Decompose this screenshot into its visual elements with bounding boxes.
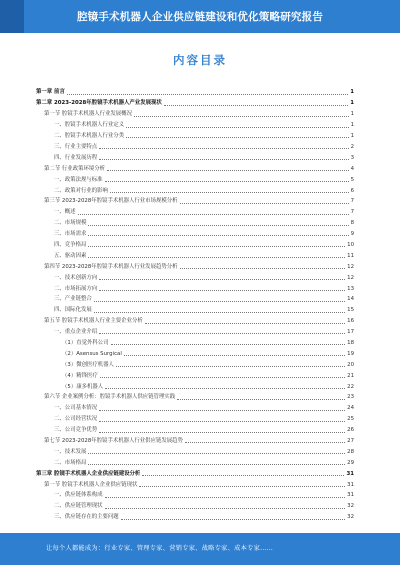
- toc-dot-leader: [110, 192, 349, 193]
- toc-dot-leader: [99, 290, 345, 291]
- toc-entry-label: 二、市场拓展方向: [54, 285, 98, 292]
- toc-dot-leader: [124, 355, 345, 356]
- toc-entry[interactable]: [36, 303, 354, 314]
- toc-entry-label: （5）康多机器人: [62, 383, 104, 390]
- toc-entry-page: 1: [350, 111, 354, 118]
- toc-entry-page: 22: [347, 383, 354, 390]
- toc-dot-leader: [99, 148, 348, 149]
- toc-entry[interactable]: [36, 466, 354, 477]
- footer-slogan: 让每个人都能成为：行业专家、管理专家、营销专家、战略专家、成本专家……: [46, 545, 274, 552]
- toc-entry-label: 第一章 前言: [36, 89, 65, 96]
- toc-entry[interactable]: [36, 379, 354, 390]
- toc-entry-label: 四、国际化发展: [54, 307, 92, 314]
- toc-dot-leader: [99, 333, 345, 334]
- toc-entry-page: 24: [347, 405, 354, 412]
- toc-entry-label: 四、行业发展历程: [54, 154, 98, 161]
- toc-dot-leader: [99, 159, 348, 160]
- toc-entry-label: （3）微创医疗机器人: [62, 361, 114, 368]
- toc-entry-label: 二、市场格局: [54, 459, 87, 466]
- toc-entry-page: 12: [347, 263, 354, 270]
- toc-entry[interactable]: [36, 499, 354, 510]
- toc-entry-label: 一、重点企业介绍: [54, 329, 98, 336]
- toc-entry-label: 二、供应链管理现状: [54, 503, 103, 510]
- toc-dot-leader: [145, 323, 345, 324]
- toc-entry-label: 五、驱动因素: [54, 252, 87, 259]
- toc-entry-page: 16: [347, 318, 354, 325]
- toc-dot-leader: [105, 388, 345, 389]
- toc-entry[interactable]: [36, 368, 354, 379]
- toc-entry-label: 一、技术发展: [54, 448, 87, 455]
- toc-entry[interactable]: [36, 85, 354, 96]
- toc-entry-label: 一、供应链体系构成: [54, 492, 103, 499]
- toc-dot-leader: [142, 475, 344, 476]
- toc-entry-page: 29: [347, 459, 354, 466]
- toc-entry-page: 2: [350, 143, 354, 150]
- toc-entry[interactable]: [36, 423, 354, 434]
- toc-dot-leader: [100, 377, 345, 378]
- toc-dot-leader: [121, 519, 345, 520]
- toc-entry[interactable]: [36, 139, 354, 150]
- toc-dot-leader: [78, 214, 349, 215]
- toc-entry-page: 23: [347, 394, 354, 401]
- toc-dot-leader: [180, 203, 349, 204]
- toc-entry[interactable]: [36, 237, 354, 248]
- toc-entry[interactable]: [36, 248, 354, 259]
- toc-entry-label: （4）精锋医疗: [62, 372, 98, 379]
- toc-dot-leader: [67, 94, 348, 95]
- toc-dot-leader: [99, 421, 345, 422]
- toc-entry-label: 二、腔镜手术机器人行业分类: [54, 133, 125, 140]
- toc-entry-label: 第三节 2023-2028年腔镜手术机器人行业市场规模分析: [44, 198, 178, 205]
- toc-entry-label: 第一节 腔镜手术机器人行业发展概况: [44, 111, 132, 118]
- report-title: 腔镜手术机器人企业供应链建设和优化策略研究报告: [76, 11, 324, 23]
- toc-entry[interactable]: [36, 412, 354, 423]
- toc-entry-label: 一、腔镜手术机器人行业定义: [54, 122, 125, 129]
- toc-entry-label: 四、竞争格局: [54, 241, 87, 248]
- toc-entry-page: 20: [347, 361, 354, 368]
- toc-entry-label: 一、概述: [54, 209, 76, 216]
- toc-entry-page: 27: [347, 437, 354, 444]
- toc-entry-label: 第四节 2023-2028年腔镜手术机器人行业发展趋势分析: [44, 263, 178, 270]
- toc-entry-page: 31: [347, 481, 354, 488]
- toc-entry[interactable]: [36, 325, 354, 336]
- toc-dot-leader: [99, 279, 345, 280]
- toc-entry-page: 28: [347, 448, 354, 455]
- toc-entry[interactable]: [36, 129, 354, 140]
- toc-dot-leader: [111, 344, 346, 345]
- toc-entry-page: 4: [350, 165, 354, 172]
- toc-entry[interactable]: [36, 107, 354, 118]
- toc-entry-label: 三、产业链整合: [54, 296, 92, 303]
- toc-entry[interactable]: [36, 510, 354, 521]
- toc-entry-page: 5: [350, 176, 354, 183]
- toc-entry[interactable]: [36, 444, 354, 455]
- toc-entry-page: 15: [347, 307, 354, 314]
- toc-entry-label: 第七节 2023-2028年腔镜手术机器人行业供应链发展趋势: [44, 437, 183, 444]
- toc-entry[interactable]: [36, 281, 354, 292]
- toc-entry-label: 第六节 企业案例分析：腔镜手术机器人供应链管理实践: [44, 394, 176, 401]
- toc-entry-page: 7: [350, 198, 354, 205]
- toc-entry-page: 32: [347, 503, 354, 510]
- toc-entry-label: 一、政策法规与标准: [54, 176, 103, 183]
- toc-dot-leader: [105, 181, 349, 182]
- toc-entry-label: （1）直觉外科公司: [62, 339, 109, 346]
- toc-entry-page: 1: [350, 122, 354, 129]
- toc-dot-leader: [116, 366, 345, 367]
- toc-entry[interactable]: [36, 172, 354, 183]
- toc-entry-page: 31: [346, 470, 354, 477]
- toc-entry-page: 14: [347, 296, 354, 303]
- toc-entry-page: 32: [347, 514, 354, 521]
- toc-dot-leader: [177, 399, 345, 400]
- toc-entry[interactable]: [36, 205, 354, 216]
- toc-entry[interactable]: [36, 96, 354, 107]
- toc-entry-label: 第五节 腔镜手术机器人行业主要企业分析: [44, 318, 143, 325]
- toc-entry-page: 18: [347, 339, 354, 346]
- toc-entry[interactable]: [36, 194, 354, 205]
- toc-dot-leader: [105, 508, 346, 509]
- toc-entry-page: 19: [347, 350, 354, 357]
- toc-entry-label: 第三章 腔镜手术机器人企业供应链建设分析: [36, 470, 141, 477]
- toc-entry[interactable]: [36, 314, 354, 325]
- toc-entry-page: 11: [347, 252, 354, 259]
- toc-dot-leader: [88, 453, 345, 454]
- toc-entry-page: 25: [347, 416, 354, 423]
- toc-entry-label: 第二章 2023-2028年腔镜手术机器人产业发展现状: [36, 100, 162, 107]
- toc-entry-page: 8: [350, 220, 354, 227]
- toc-dot-leader: [88, 246, 345, 247]
- toc-entry-page: 1: [350, 89, 354, 96]
- toc-entry-page: 6: [350, 187, 354, 194]
- toc-dot-leader: [134, 116, 349, 117]
- toc-dot-leader: [94, 301, 345, 302]
- toc-title: 内容目录: [173, 53, 227, 67]
- toc-dot-leader: [180, 268, 346, 269]
- toc-entry-page: 1: [350, 133, 354, 140]
- toc-entry-label: 三、公司竞争优势: [54, 427, 98, 434]
- toc-entry-page: 3: [350, 154, 354, 161]
- toc-entry[interactable]: [36, 183, 354, 194]
- toc-dot-leader: [107, 170, 349, 171]
- toc-entry-page: 31: [347, 492, 354, 499]
- toc-entry[interactable]: [36, 477, 354, 488]
- toc-dot-leader: [99, 410, 345, 411]
- toc-entry[interactable]: [36, 390, 354, 401]
- toc-entry-page: 13: [347, 285, 354, 292]
- toc-entry-label: 二、政策对行业的影响: [54, 187, 108, 194]
- toc-entry-label: 第一节 腔镜手术机器人企业供应链现状: [44, 481, 138, 488]
- toc-entry[interactable]: [36, 346, 354, 357]
- header-accent: [0, 0, 24, 33]
- toc-entry[interactable]: [36, 227, 354, 238]
- toc-entry[interactable]: [36, 216, 354, 227]
- toc-dot-leader: [139, 486, 345, 487]
- toc-dot-leader: [88, 464, 345, 465]
- toc-entry[interactable]: [36, 292, 354, 303]
- toc-entry-page: 17: [347, 329, 354, 336]
- toc-entry-page: 12: [347, 274, 354, 281]
- toc-entry-label: 三、市场需求: [54, 231, 87, 238]
- toc-entry-label: 一、公司基本情况: [54, 405, 98, 412]
- toc-dot-leader: [105, 497, 346, 498]
- toc-entry[interactable]: [36, 357, 354, 368]
- toc-entry-label: （2）Asensus Surgical: [62, 350, 122, 357]
- toc-entry[interactable]: [36, 118, 354, 129]
- toc-entry-label: 二、市场规模: [54, 220, 87, 227]
- toc-dot-leader: [185, 442, 345, 443]
- toc-entry[interactable]: [36, 488, 354, 499]
- toc-entry-page: 21: [347, 372, 354, 379]
- toc-entry[interactable]: [36, 150, 354, 161]
- toc-dot-leader: [126, 137, 348, 138]
- toc-entry[interactable]: [36, 161, 354, 172]
- toc-entry-page: 9: [350, 231, 354, 238]
- toc-entry-label: 三、供应链存在的主要问题: [54, 514, 119, 521]
- toc-entry[interactable]: [36, 401, 354, 412]
- toc-dot-leader: [88, 225, 348, 226]
- toc-entry-page: 7: [350, 209, 354, 216]
- toc-entry-page: 1: [350, 100, 354, 107]
- toc-list: [36, 85, 354, 521]
- toc-dot-leader: [164, 105, 348, 106]
- toc-entry[interactable]: [36, 259, 354, 270]
- toc-entry[interactable]: [36, 270, 354, 281]
- toc-dot-leader: [99, 432, 345, 433]
- toc-entry-page: 10: [347, 241, 354, 248]
- toc-entry[interactable]: [36, 455, 354, 466]
- toc-entry-label: 第二节 行业政策环境分析: [44, 165, 106, 172]
- toc-dot-leader: [126, 127, 348, 128]
- toc-entry-page: 26: [347, 427, 354, 434]
- toc-entry[interactable]: [36, 335, 354, 346]
- toc-entry-label: 三、行业主要特点: [54, 143, 98, 150]
- toc-dot-leader: [94, 312, 345, 313]
- toc-dot-leader: [88, 257, 345, 258]
- toc-entry[interactable]: [36, 434, 354, 445]
- toc-entry-label: 一、技术创新方向: [54, 274, 98, 281]
- header-band: [0, 0, 400, 33]
- toc-entry-label: 二、公司经营状况: [54, 416, 98, 423]
- toc-dot-leader: [88, 235, 348, 236]
